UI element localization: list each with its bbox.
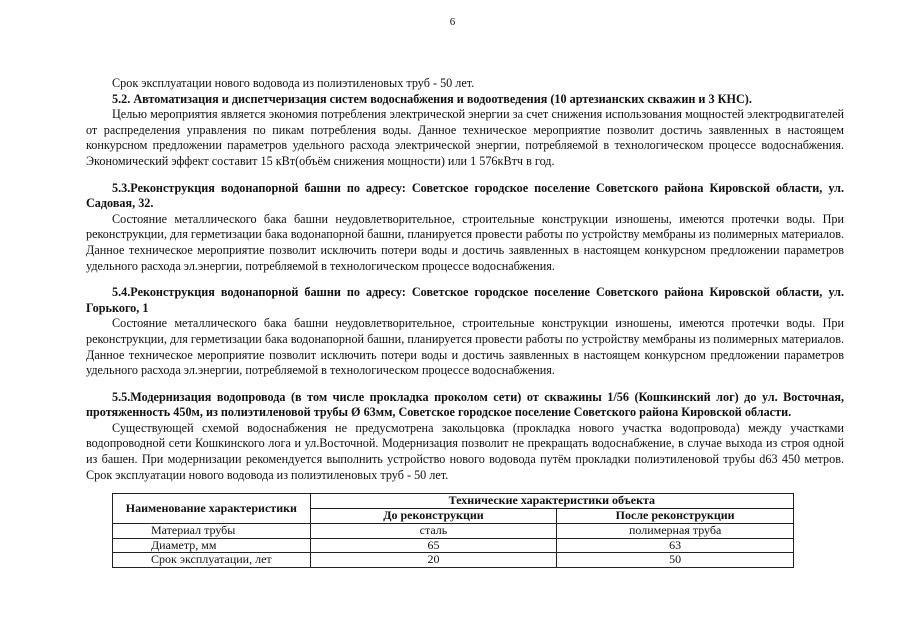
group-header-tech-specs: Технические характеристики объекта [310, 494, 793, 509]
cell-after: 50 [557, 553, 794, 568]
section-5-3-body: Состояние металлического бака башни неудовлетворительное, строительные конструкции изношены, имеются протечки воды. При реконструкции, для герметизации бака водонапорной башни, планируется провести работы по устройству мембраны из полимерных материалов. Данное техническое мероприятие позволит исключить потери воды и достичь заявленных в настоящем конкурсном предложении параметров удельного расхода эл.энергии, потребляемой в технологическом процессе водоснабжения. [86, 211, 844, 273]
section-5-2-body: Целью мероприятия является экономия потребления электрической энергии за счет снижения использования мощностей электродвигателей от распределения управления по пикам потребления воды. Данное техническое мероприятие позволит достичь заявленных в настоящем конкурсном предложении параметров удельного расхода электрической энергии, потребляемой в технологическом процессе водоснабжения. Экономический эффект составит 15 кВт(объём снижения мощности) или 1 576кВтч в год. [86, 107, 844, 168]
table-header-row [113, 494, 794, 509]
table-row [113, 538, 794, 553]
cell-after: полимерная труба [557, 523, 794, 538]
section-5-4-heading: 5.4.Реконструкция водонапорной башни по адресу: Советское городское поселение Советского района Кировской области, ул. Горького, 1 [86, 285, 844, 315]
section-5-4-body: Состояние металлического бака башни неудовлетворительное, строительные конструкции изношены, имеются протечки воды. При реконструкции, для герметизации бака водонапорной башни, планируется провести работы по устройству мембраны из полимерных материалов. Данное техническое мероприятие позволит исключить потери воды и достичь заявленных в настоящем конкурсном предложении параметров удельного расхода эл.энергии, потребляемой в технологическом процессе водоснабжения. [86, 316, 844, 378]
table-row [113, 523, 794, 538]
row-label: Диаметр, мм [113, 538, 311, 553]
page-number: 6 [449, 16, 456, 28]
section-5-2-heading: 5.2. Автоматизация и диспетчеризация систем водоснабжения и водоотведения (10 артезианских скважин и 3 КНС). [112, 91, 752, 106]
row-label: Срок эксплуатации, лет [113, 553, 311, 568]
section-5-5-body: Существующей схемой водоснабжения не предусмотрена закольцовка (прокладка нового участка водопровода) между участками водопроводной сети Кошкинского лога и ул.Восточной. Модернизация позволит не прекращать водоснабжение, в случае выхода из строя одной из башен. При модернизации рекомендуется выполнить устройство нового водовода путём прокладки полиэтиленовой трубы d63 450 метров. Срок эксплуатации нового водовода из полиэтиленовых труб - 50 лет. [86, 420, 844, 482]
table-row [113, 553, 794, 568]
row-label: Материал трубы [113, 523, 311, 538]
col-header-before: До реконструкции [310, 509, 557, 524]
cell-before: 20 [310, 553, 557, 568]
section-5-3-heading: 5.3.Реконструкция водонапорной башни по адресу: Советское городское поселение Советского района Кировской области, ул. Садовая, 32. [86, 180, 844, 211]
col-header-characteristic: Наименование характеристики [113, 494, 311, 524]
col-header-after: После реконструкции [557, 509, 794, 524]
cell-before: 65 [310, 538, 557, 553]
cell-after: 63 [557, 538, 794, 553]
cell-before: сталь [310, 523, 557, 538]
section-5-5-heading: 5.5.Модернизация водопровода (в том числе прокладка проколом сети) от скважины 1/56 (Кошкинский лог) до ул. Восточная, протяженность 450м, из полиэтиленовой трубы Ø 63мм, Советское городское поселение Советского района Кировской области. [86, 389, 844, 420]
tech-spec-table [112, 493, 794, 568]
intro-line: Срок эксплуатации нового водовода из полиэтиленовых труб - 50 лет. [112, 76, 475, 90]
document-body [86, 76, 844, 568]
